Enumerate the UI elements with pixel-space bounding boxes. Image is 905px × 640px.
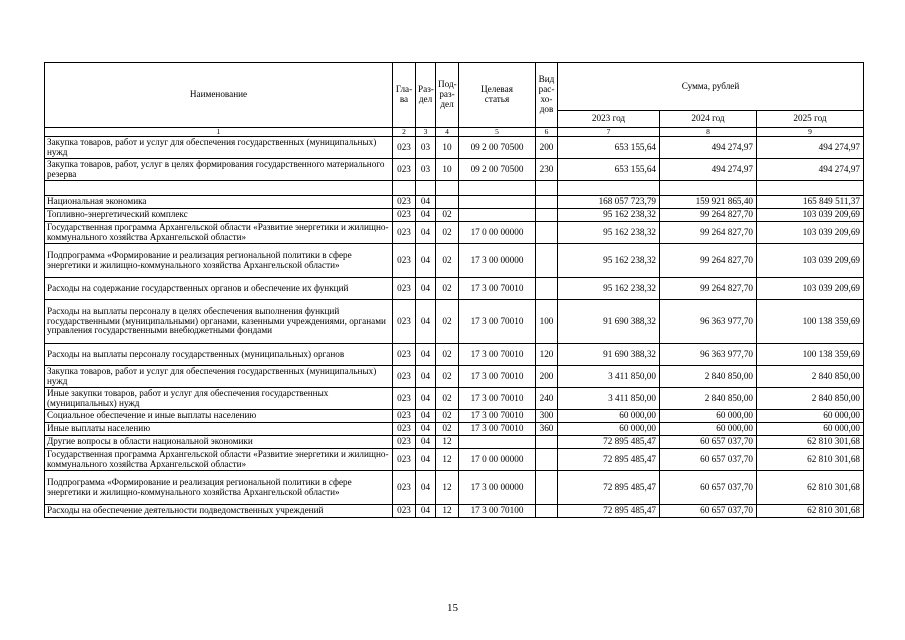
table-row — [45, 137, 864, 159]
row-razdel: 04 — [416, 278, 436, 300]
row-glava: 023 — [393, 410, 416, 423]
row-sum-2024: 494 274,97 — [660, 137, 757, 159]
row-sum-2025: 103 039 209,69 — [757, 209, 864, 222]
row-glava: 023 — [393, 278, 416, 300]
row-target-article — [459, 196, 536, 209]
column-number: 1 — [45, 128, 393, 137]
row-sum-2023 — [558, 181, 660, 196]
table-spacer-row — [45, 181, 864, 196]
row-name: Подпрограмма «Формирование и реализация региональной политики в сфере энергетики и жилищно-коммунального хозяйства Архангельской области» — [45, 244, 393, 278]
row-podrazdel: 12 — [436, 449, 459, 471]
row-sum-2023: 653 155,64 — [558, 137, 660, 159]
table-row — [45, 196, 864, 209]
row-glava: 023 — [393, 388, 416, 410]
row-podrazdel: 02 — [436, 278, 459, 300]
row-sum-2024: 99 264 827,70 — [660, 278, 757, 300]
row-glava: 023 — [393, 244, 416, 278]
row-razdel: 04 — [416, 388, 436, 410]
row-name: Закупка товаров, работ и услуг для обеспечения государственных (муниципальных) нужд — [45, 137, 393, 159]
row-sum-2023: 91 690 388,32 — [558, 344, 660, 366]
header-name: Наименование — [45, 63, 393, 128]
row-name: Государственная программа Архангельской области «Развитие энергетики и жилищно-коммунального хозяйства Архангельской области» — [45, 222, 393, 244]
row-target-article: 17 3 00 70010 — [459, 300, 536, 344]
row-sum-2025: 494 274,97 — [757, 159, 864, 181]
row-expense-type — [536, 196, 558, 209]
row-podrazdel: 12 — [436, 436, 459, 449]
row-name: Национальная экономика — [45, 196, 393, 209]
row-expense-type: 360 — [536, 423, 558, 436]
column-number-row — [45, 128, 864, 137]
row-target-article: 09 2 00 70500 — [459, 137, 536, 159]
row-razdel — [416, 181, 436, 196]
row-target-article — [459, 436, 536, 449]
row-name: Закупка товаров, работ, услуг в целях формирования государственного материального резерва — [45, 159, 393, 181]
row-sum-2025: 62 810 301,68 — [757, 471, 864, 505]
row-name: Расходы на содержание государственных органов и обеспечение их функций — [45, 278, 393, 300]
row-target-article: 17 3 00 70010 — [459, 388, 536, 410]
row-razdel: 04 — [416, 209, 436, 222]
row-podrazdel: 02 — [436, 366, 459, 388]
header-expense-type: Вид рас- хо- дов — [536, 63, 558, 128]
row-sum-2025: 60 000,00 — [757, 423, 864, 436]
row-sum-2024 — [660, 181, 757, 196]
row-razdel: 04 — [416, 366, 436, 388]
row-glava: 023 — [393, 209, 416, 222]
row-name: Расходы на выплаты персоналу в целях обеспечения выполнения функций государственными (муниципальными) органами, казенными учреждениями, органами управления государственными внебюджетными фондами — [45, 300, 393, 344]
row-podrazdel: 02 — [436, 410, 459, 423]
row-name: Расходы на выплаты персоналу государственных (муниципальных) органов — [45, 344, 393, 366]
row-podrazdel: 12 — [436, 471, 459, 505]
header-year-2023: 2023 год — [558, 111, 660, 128]
row-sum-2023: 95 162 238,32 — [558, 278, 660, 300]
column-number: 8 — [660, 128, 757, 137]
row-razdel: 04 — [416, 410, 436, 423]
table-row — [45, 244, 864, 278]
row-podrazdel: 02 — [436, 388, 459, 410]
row-sum-2023: 91 690 388,32 — [558, 300, 660, 344]
row-sum-2023: 72 895 485,47 — [558, 505, 660, 518]
row-glava: 023 — [393, 222, 416, 244]
row-name: Закупка товаров, работ и услуг для обеспечения государственных (муниципальных) нужд — [45, 366, 393, 388]
row-sum-2023: 72 895 485,47 — [558, 449, 660, 471]
column-number: 9 — [757, 128, 864, 137]
row-podrazdel — [436, 181, 459, 196]
row-sum-2025 — [757, 181, 864, 196]
row-razdel: 04 — [416, 505, 436, 518]
table-row — [45, 436, 864, 449]
row-sum-2025: 494 274,97 — [757, 137, 864, 159]
row-target-article — [459, 181, 536, 196]
header-year-2024: 2024 год — [660, 111, 757, 128]
table-row — [45, 300, 864, 344]
header-podrazdel: Под- раз- дел — [436, 63, 459, 128]
row-glava: 023 — [393, 436, 416, 449]
row-glava: 023 — [393, 449, 416, 471]
row-razdel: 04 — [416, 196, 436, 209]
table-row — [45, 344, 864, 366]
table-row — [45, 449, 864, 471]
row-name: Расходы на обеспечение деятельности подведомственных учреждений — [45, 505, 393, 518]
row-glava: 023 — [393, 366, 416, 388]
row-sum-2024: 99 264 827,70 — [660, 244, 757, 278]
row-podrazdel: 02 — [436, 222, 459, 244]
row-target-article: 17 0 00 00000 — [459, 449, 536, 471]
row-target-article: 17 3 00 70010 — [459, 278, 536, 300]
row-sum-2023: 72 895 485,47 — [558, 436, 660, 449]
row-name: Иные выплаты населению — [45, 423, 393, 436]
row-sum-2025: 103 039 209,69 — [757, 244, 864, 278]
row-sum-2025: 100 138 359,69 — [757, 300, 864, 344]
table-row — [45, 366, 864, 388]
row-expense-type: 230 — [536, 159, 558, 181]
column-number: 5 — [459, 128, 536, 137]
row-sum-2023: 168 057 723,79 — [558, 196, 660, 209]
row-expense-type — [536, 244, 558, 278]
row-expense-type — [536, 222, 558, 244]
column-number: 4 — [436, 128, 459, 137]
table-row — [45, 410, 864, 423]
row-name: Подпрограмма «Формирование и реализация региональной политики в сфере энергетики и жилищно-коммунального хозяйства Архангельской области» — [45, 471, 393, 505]
row-expense-type: 300 — [536, 410, 558, 423]
row-sum-2023: 95 162 238,32 — [558, 209, 660, 222]
row-sum-2024: 494 274,97 — [660, 159, 757, 181]
row-expense-type: 200 — [536, 366, 558, 388]
row-name: Социальное обеспечение и иные выплаты населению — [45, 410, 393, 423]
row-glava: 023 — [393, 196, 416, 209]
row-sum-2025: 62 810 301,68 — [757, 449, 864, 471]
row-razdel: 04 — [416, 244, 436, 278]
row-expense-type — [536, 471, 558, 505]
row-expense-type — [536, 436, 558, 449]
row-sum-2023: 653 155,64 — [558, 159, 660, 181]
row-expense-type — [536, 209, 558, 222]
table-row — [45, 423, 864, 436]
row-sum-2024: 2 840 850,00 — [660, 366, 757, 388]
row-podrazdel: 02 — [436, 344, 459, 366]
row-target-article: 17 3 00 70100 — [459, 505, 536, 518]
row-name — [45, 181, 393, 196]
row-razdel: 04 — [416, 471, 436, 505]
row-glava: 023 — [393, 471, 416, 505]
row-sum-2025: 100 138 359,69 — [757, 344, 864, 366]
row-expense-type — [536, 505, 558, 518]
budget-table — [44, 62, 864, 518]
row-sum-2023: 3 411 850,00 — [558, 388, 660, 410]
table-row — [45, 222, 864, 244]
table-row — [45, 505, 864, 518]
row-sum-2024: 2 840 850,00 — [660, 388, 757, 410]
header-year-2025: 2025 год — [757, 111, 864, 128]
row-sum-2025: 62 810 301,68 — [757, 505, 864, 518]
row-sum-2024: 99 264 827,70 — [660, 222, 757, 244]
row-glava: 023 — [393, 159, 416, 181]
row-name: Иные закупки товаров, работ и услуг для обеспечения государственных (муниципальных) нужд — [45, 388, 393, 410]
row-sum-2025: 103 039 209,69 — [757, 278, 864, 300]
row-target-article — [459, 209, 536, 222]
row-glava: 023 — [393, 505, 416, 518]
budget-table-body — [45, 137, 864, 518]
row-target-article: 09 2 00 70500 — [459, 159, 536, 181]
row-target-article: 17 0 00 00000 — [459, 222, 536, 244]
row-name: Другие вопросы в области национальной экономики — [45, 436, 393, 449]
row-razdel: 04 — [416, 423, 436, 436]
row-glava: 023 — [393, 423, 416, 436]
header-razdel: Раз- дел — [416, 63, 436, 128]
row-target-article: 17 3 00 00000 — [459, 471, 536, 505]
row-name: Топливно-энергетический комплекс — [45, 209, 393, 222]
row-sum-2025: 60 000,00 — [757, 410, 864, 423]
row-sum-2025: 2 840 850,00 — [757, 388, 864, 410]
row-glava: 023 — [393, 344, 416, 366]
header-target-article: Целевая статья — [459, 63, 536, 128]
row-razdel: 03 — [416, 137, 436, 159]
row-podrazdel: 02 — [436, 244, 459, 278]
header-glava: Гла- ва — [393, 63, 416, 128]
row-sum-2025: 103 039 209,69 — [757, 222, 864, 244]
row-podrazdel: 12 — [436, 505, 459, 518]
column-number: 3 — [416, 128, 436, 137]
column-number: 2 — [393, 128, 416, 137]
row-target-article: 17 3 00 00000 — [459, 244, 536, 278]
row-sum-2024: 96 363 977,70 — [660, 300, 757, 344]
row-target-article: 17 3 00 70010 — [459, 366, 536, 388]
column-number: 6 — [536, 128, 558, 137]
row-podrazdel: 02 — [436, 423, 459, 436]
row-sum-2024: 60 000,00 — [660, 423, 757, 436]
row-sum-2023: 60 000,00 — [558, 423, 660, 436]
header-sum: Сумма, рублей — [558, 63, 864, 111]
row-sum-2023: 95 162 238,32 — [558, 222, 660, 244]
row-razdel: 03 — [416, 159, 436, 181]
row-sum-2024: 159 921 865,40 — [660, 196, 757, 209]
row-podrazdel: 02 — [436, 209, 459, 222]
row-podrazdel — [436, 196, 459, 209]
row-sum-2024: 60 657 037,70 — [660, 436, 757, 449]
row-sum-2025: 62 810 301,68 — [757, 436, 864, 449]
row-expense-type: 200 — [536, 137, 558, 159]
row-sum-2024: 60 657 037,70 — [660, 471, 757, 505]
row-glava — [393, 181, 416, 196]
row-podrazdel: 10 — [436, 137, 459, 159]
table-row — [45, 388, 864, 410]
row-target-article: 17 3 00 70010 — [459, 423, 536, 436]
row-sum-2023: 60 000,00 — [558, 410, 660, 423]
row-razdel: 04 — [416, 449, 436, 471]
row-expense-type: 120 — [536, 344, 558, 366]
row-expense-type: 100 — [536, 300, 558, 344]
page-number: 15 — [447, 602, 458, 614]
row-razdel: 04 — [416, 300, 436, 344]
row-name: Государственная программа Архангельской области «Развитие энергетики и жилищно-коммунального хозяйства Архангельской области» — [45, 449, 393, 471]
row-sum-2025: 2 840 850,00 — [757, 366, 864, 388]
table-row — [45, 159, 864, 181]
row-sum-2024: 60 657 037,70 — [660, 449, 757, 471]
header-row — [45, 63, 864, 111]
row-sum-2024: 60 657 037,70 — [660, 505, 757, 518]
row-glava: 023 — [393, 300, 416, 344]
row-target-article: 17 3 00 70010 — [459, 344, 536, 366]
row-razdel: 04 — [416, 344, 436, 366]
table-row — [45, 209, 864, 222]
row-expense-type — [536, 181, 558, 196]
row-glava: 023 — [393, 137, 416, 159]
row-target-article: 17 3 00 70010 — [459, 410, 536, 423]
row-podrazdel: 10 — [436, 159, 459, 181]
row-expense-type — [536, 449, 558, 471]
row-sum-2024: 60 000,00 — [660, 410, 757, 423]
budget-table-sheet — [44, 62, 863, 518]
column-number: 7 — [558, 128, 660, 137]
row-sum-2024: 99 264 827,70 — [660, 209, 757, 222]
table-row — [45, 278, 864, 300]
row-sum-2024: 96 363 977,70 — [660, 344, 757, 366]
row-expense-type — [536, 278, 558, 300]
row-razdel: 04 — [416, 436, 436, 449]
table-row — [45, 471, 864, 505]
row-podrazdel: 02 — [436, 300, 459, 344]
row-sum-2023: 95 162 238,32 — [558, 244, 660, 278]
row-expense-type: 240 — [536, 388, 558, 410]
row-sum-2023: 72 895 485,47 — [558, 471, 660, 505]
row-sum-2023: 3 411 850,00 — [558, 366, 660, 388]
row-sum-2025: 165 849 511,37 — [757, 196, 864, 209]
row-razdel: 04 — [416, 222, 436, 244]
